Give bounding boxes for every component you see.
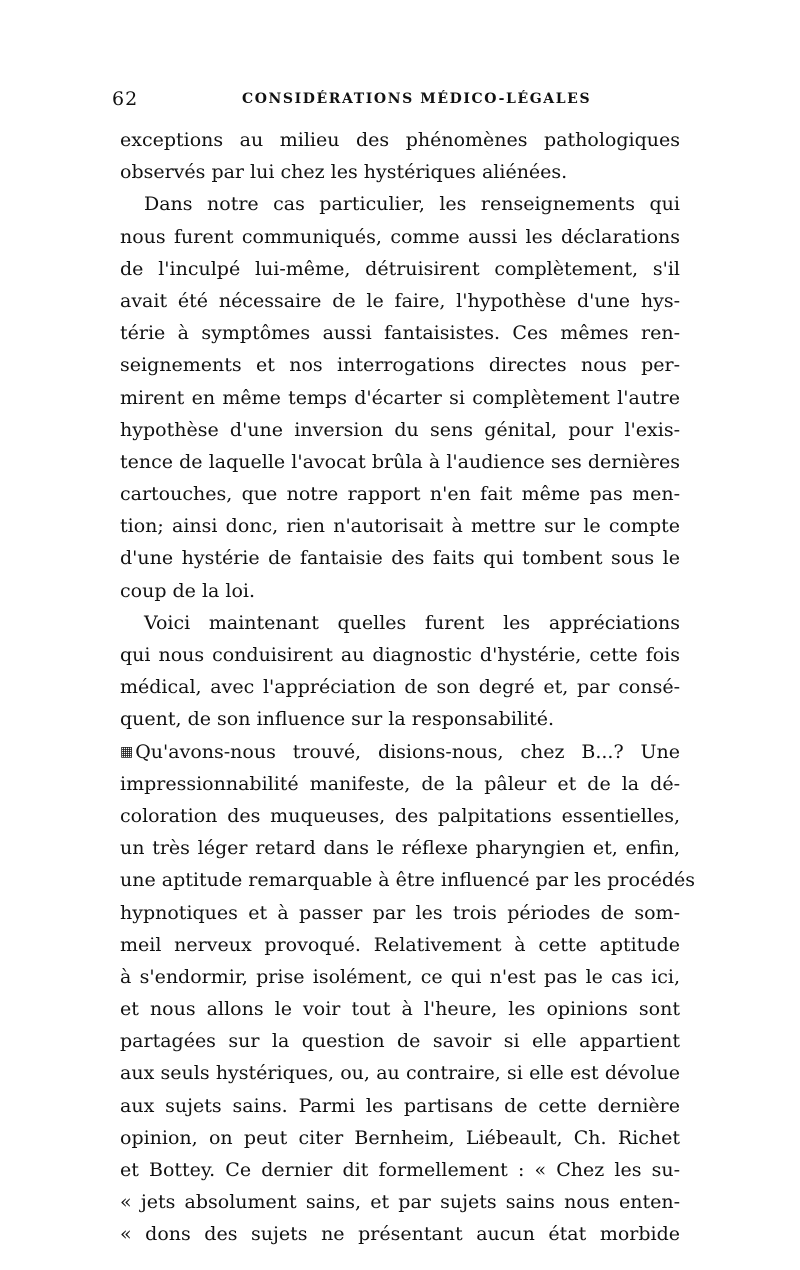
text-line <box>120 253 680 285</box>
text-line <box>120 1057 680 1089</box>
text-line-content: mirent en même temps d'écarter si complètement l'autre <box>120 386 680 409</box>
text-line-content: tence de laquelle l'avocat brûla à l'audience ses dernières <box>120 450 680 473</box>
text-line-content: coloration des muqueuses, des palpitations essentielles, <box>120 804 680 827</box>
text-line <box>120 671 680 703</box>
text-line-content: nous furent communiqués, comme aussi les déclarations <box>120 225 680 248</box>
text-line-content: tion; ainsi donc, rien n'autorisait à mettre sur le compte <box>120 515 680 538</box>
text-line-content: opinion, on peut citer Bernheim, Liébeault, Ch. Richet <box>120 1126 680 1149</box>
text-line <box>120 1186 680 1218</box>
text-line-content: une aptitude remarquable à être influencé par les procédés <box>120 869 695 892</box>
text-line <box>120 575 680 607</box>
text-line-content: térie à symptômes aussi fantaisistes. Ces mêmes ren- <box>120 322 680 345</box>
text-line <box>120 221 680 253</box>
text-line <box>120 156 680 188</box>
text-line <box>120 317 680 349</box>
text-line-content: meil nerveux provoqué. Relativement à cette aptitude <box>120 933 680 956</box>
text-line-content: « jets absolument sains, et par sujets sains nous enten- <box>120 1191 680 1214</box>
text-line <box>120 736 680 768</box>
text-line-content: un très léger retard dans le réflexe pharyngien et, enfin, <box>120 837 680 860</box>
text-line-content: Dans notre cas particulier, les renseignements qui <box>144 193 680 216</box>
text-line <box>120 446 680 478</box>
text-line <box>120 607 680 639</box>
text-line-content: de l'inculpé lui-même, détruisirent complètement, s'il <box>120 257 680 280</box>
text-line <box>120 1025 680 1057</box>
text-line <box>120 1154 680 1186</box>
text-line-content: quent, de son influence sur la responsabilité. <box>120 708 554 731</box>
text-line-content: cartouches, que notre rapport n'en fait même pas men- <box>120 483 680 506</box>
text-line-content: partagées sur la question de savoir si elle appartient <box>120 1030 680 1053</box>
text-line <box>120 124 680 156</box>
text-line <box>120 478 680 510</box>
text-line-content: impressionnabilité manifeste, de la pâleur et de la dé- <box>120 772 680 795</box>
running-title: CONSIDÉRATIONS MÉDICO-LÉGALES <box>242 91 592 107</box>
text-line-content: aux seuls hystériques, ou, au contraire, si elle est dévolue <box>120 1062 680 1085</box>
text-line-content: exceptions au milieu des phénomènes pathologiques <box>120 129 680 151</box>
text-line-content: et Bottey. Ce dernier dit formellement : « Chez les su- <box>120 1159 680 1181</box>
text-line-content: Voici maintenant quelles furent les appréciations <box>144 611 680 634</box>
text-line-content: et nous allons le voir tout à l'heure, les opinions sont <box>120 998 680 1021</box>
text-line-content: coup de la loi. <box>120 579 256 602</box>
text-line-content: Qu'avons-nous trouvé, disions-nous, chez B...? Une <box>135 740 680 763</box>
text-line <box>120 768 680 800</box>
text-line-content: « dons des sujets ne présentant aucun état morbide <box>120 1223 680 1246</box>
text-line <box>120 349 680 381</box>
margin-mark-icon: ▦ <box>120 743 134 760</box>
text-line <box>120 188 680 220</box>
text-line-content: médical, avec l'appréciation de son degré et, par consé- <box>120 676 680 699</box>
text-line <box>120 800 680 832</box>
text-line <box>120 1090 680 1122</box>
text-line-content: hypothèse d'une inversion du sens génital, pour l'exis- <box>120 418 680 441</box>
text-line-content: aux sujets sains. Parmi les partisans de cette dernière <box>120 1094 680 1117</box>
text-line-content: seignements et nos interrogations directes nous per- <box>120 354 680 377</box>
text-line <box>120 832 680 864</box>
text-line <box>120 542 680 574</box>
text-line <box>120 993 680 1025</box>
body-text <box>120 124 695 1251</box>
text-line <box>120 414 680 446</box>
text-line <box>120 864 695 896</box>
text-line <box>120 703 680 735</box>
text-line <box>120 929 680 961</box>
text-line <box>120 285 680 317</box>
text-line <box>120 1218 680 1250</box>
text-line <box>120 1122 680 1154</box>
text-line <box>120 382 680 414</box>
running-head <box>112 88 682 116</box>
text-line-content: observés par lui chez les hystériques aliénées. <box>120 161 568 184</box>
text-line-content: d'une hystérie de fantaisie des faits qui tombent sous le <box>120 547 680 570</box>
text-line <box>120 639 680 671</box>
page-number: 62 <box>112 88 139 110</box>
text-line-content: à s'endormir, prise isolément, ce qui n'est pas le cas ici, <box>120 965 680 988</box>
text-line-content: hypnotiques et à passer par les trois périodes de som- <box>120 901 680 924</box>
text-line-content: qui nous conduisirent au diagnostic d'hystérie, cette fois <box>120 644 680 666</box>
text-line <box>120 897 680 929</box>
text-line-content: avait été nécessaire de le faire, l'hypothèse d'une hys- <box>120 289 680 312</box>
text-line <box>120 510 680 542</box>
text-line <box>120 961 680 993</box>
